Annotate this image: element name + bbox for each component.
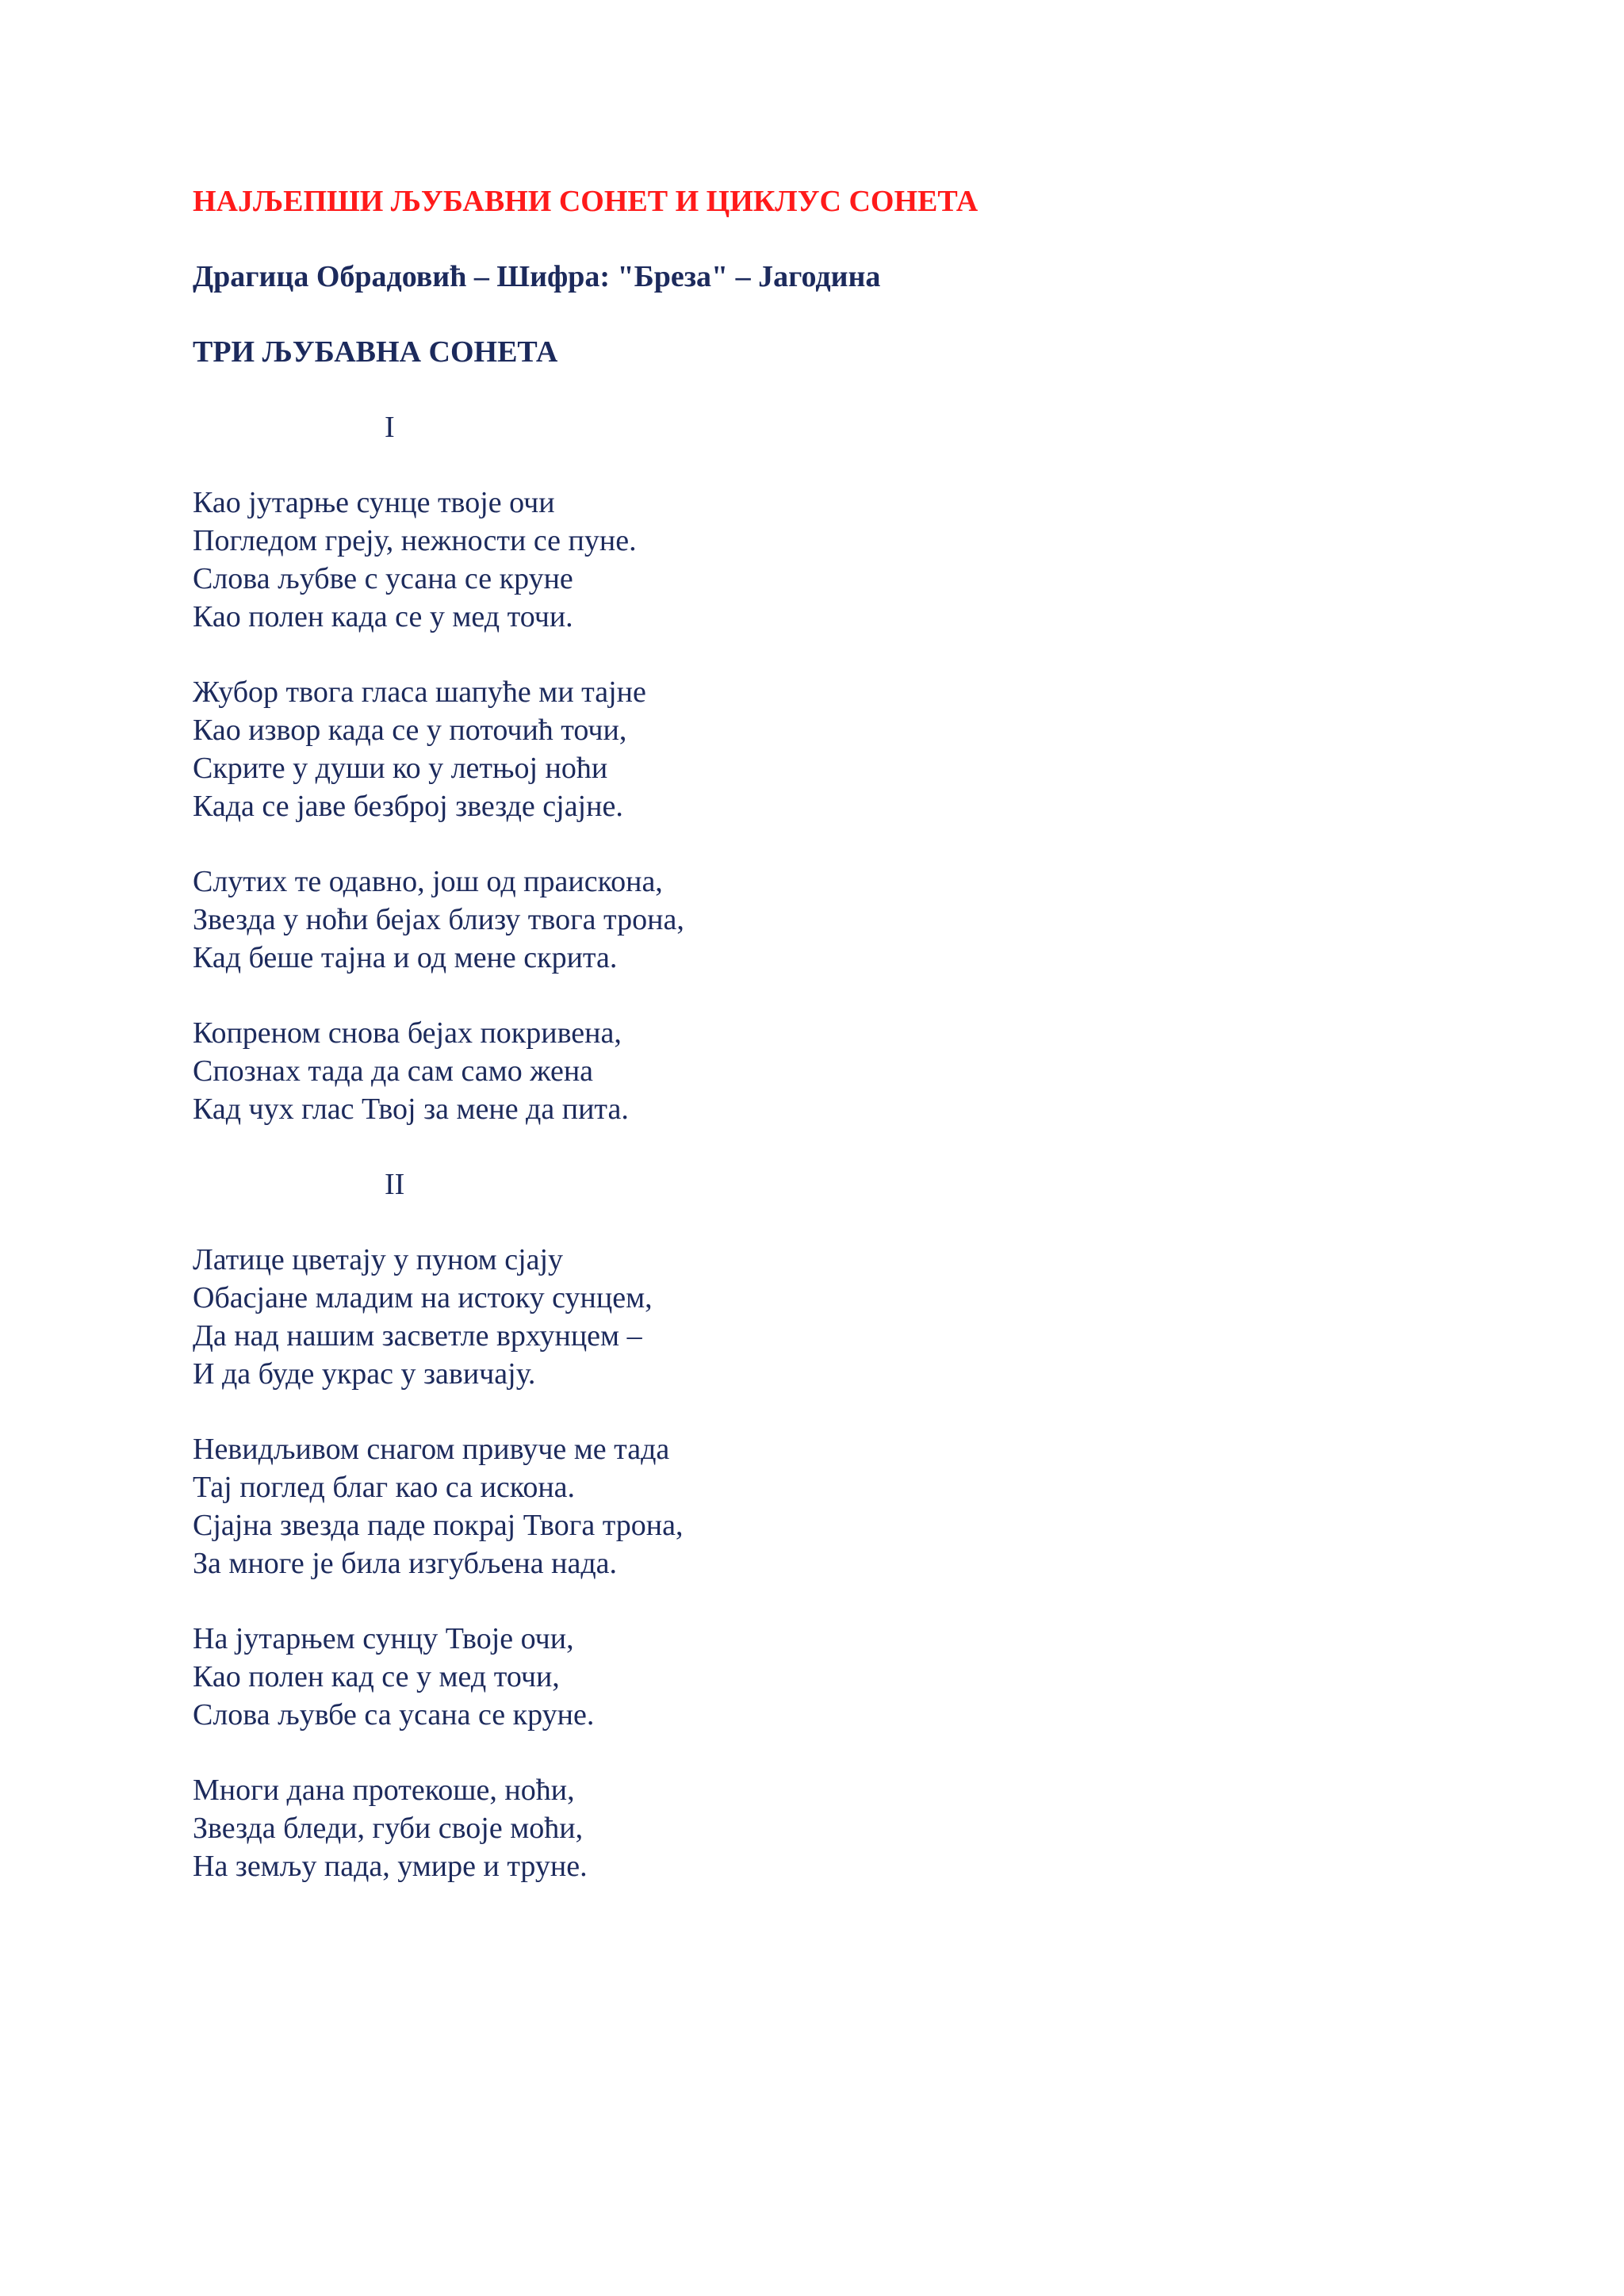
verse-line: На земљу пада, умире и труне.: [193, 1850, 588, 1883]
verse-line: Погледом грeју, нежности се пуне.: [193, 524, 637, 557]
verse-line: Као јутарње сунце твоје очи: [193, 486, 555, 519]
document-page: [193, 182, 1461, 1923]
verse-line: Невидљивом снагом привуче ме тада: [193, 1433, 670, 1466]
verse-line: И да буде украс у завичају.: [193, 1357, 536, 1391]
verse-line: Да над нашим засветле врхунцем –: [193, 1319, 642, 1353]
verse-line: Жубор твога гласа шапуће ми тајне: [193, 675, 646, 709]
verse-line: Слова љубве с усана се круне: [193, 562, 573, 595]
verse-line: Латице цветају у пуном сјају: [193, 1243, 564, 1276]
stanza: [193, 484, 1461, 636]
verse-line: Кад чух глас Твој за мене да пита.: [193, 1093, 629, 1126]
verse-line: Слова љувбе са усана се круне.: [193, 1698, 595, 1732]
verse-line: Сјајна звезда паде покрај Твога трона,: [193, 1509, 684, 1542]
stanza: [193, 1241, 1461, 1393]
author-line: Драгица Обрадовић – Шифра: "Бреза" – Јагодина: [193, 260, 881, 293]
verse-line: Обасјане младим на истоку сунцем,: [193, 1281, 653, 1314]
stanza: [193, 1430, 1461, 1582]
verse-line: Као извор када се у поточић точи,: [193, 714, 627, 747]
verse-line: Када се јаве безброј звезде сјајне.: [193, 790, 623, 823]
verse-line: Звезда бледи, губи своје моћи,: [193, 1812, 584, 1845]
verse-line: Кад беше тајна и од мене скрита.: [193, 941, 618, 974]
stanza: [193, 1620, 1461, 1734]
stanza: [193, 1771, 1461, 1885]
verse-line: Као полен када се у мед точи.: [193, 600, 573, 633]
sonnet-numeral: II: [385, 1168, 405, 1201]
verse-line: Спознах тада да сам само жена: [193, 1054, 594, 1088]
cycle-title: ТРИ ЉУБАВНА СОНЕТА: [193, 335, 558, 369]
stanza: [193, 673, 1461, 825]
sonnet-1: [193, 408, 1461, 1128]
document-title: НАЈЉЕПШИ ЉУБАВНИ СОНЕТ И ЦИКЛУС СОНЕТА: [193, 185, 979, 218]
verse-line: Многи дана протекоше, ноћи,: [193, 1774, 575, 1807]
sonnet-2: [193, 1165, 1461, 1885]
sonnet-numeral: I: [385, 411, 395, 444]
verse-line: Тај поглед благ као са искона.: [193, 1471, 576, 1504]
verse-line: Звезда у ноћи бејах близу твога трона,: [193, 903, 684, 936]
verse-line: Слутих те одавно, још од праискона,: [193, 865, 663, 898]
verse-line: На јутарњем сунцу Твоје очи,: [193, 1622, 574, 1655]
stanza: [193, 863, 1461, 977]
stanza: [193, 1014, 1461, 1128]
verse-line: Као полен кад се у мед точи,: [193, 1660, 560, 1693]
verse-line: Скрите у души ко у летњој ноћи: [193, 752, 608, 785]
verse-line: За многе је била изгубљена нада.: [193, 1547, 618, 1580]
verse-line: Копреном снова бејах покривена,: [193, 1016, 622, 1050]
